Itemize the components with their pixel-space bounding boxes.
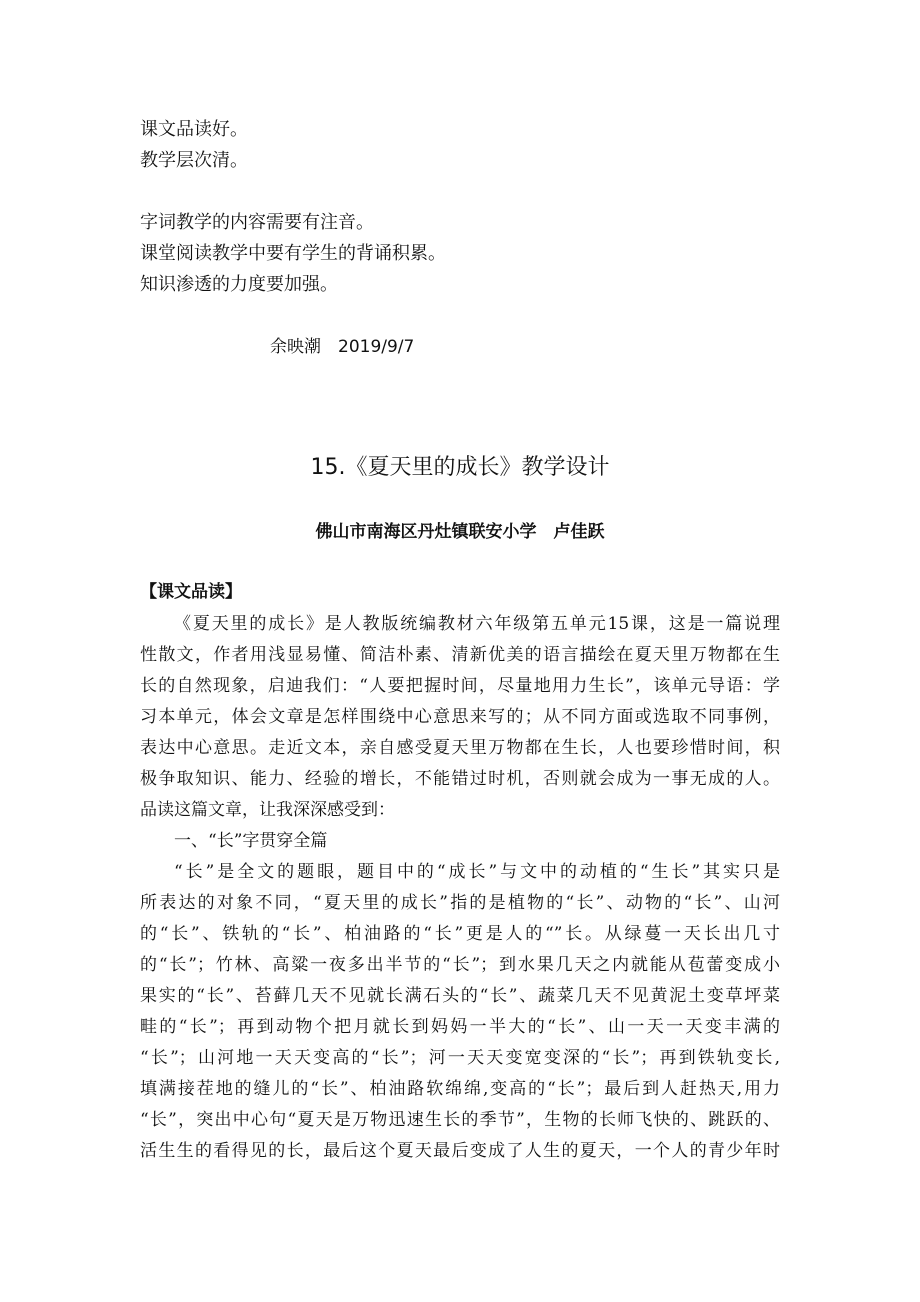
paragraph-line: 畦的“长”；再到动物个把月就长到妈妈一半大的“长”、山一天一天变丰满的 — [140, 1017, 780, 1037]
paragraph-line: 的“长”；竹林、高粱一夜多出半节的“长”；到水果几天之内就能从苞蕾变成小 — [140, 955, 780, 975]
review-note-4: 课堂阅读教学中要有学生的背诵积累。 — [140, 243, 446, 264]
paragraph-line: “长”是全文的题眼，题目中的“成长”与文中的动植的“生长”其实只是 — [174, 862, 780, 882]
review-note-3: 字词教学的内容需要有注音。 — [140, 212, 374, 233]
paragraph-line: 的“长”、铁轨的“长”、柏油路的“长”更是人的“”长。从绿蔓一天长出几寸 — [140, 924, 780, 944]
paragraph-line: “长”；山河地一天天变高的“长”；河一天天变宽变深的“长”；再到铁轨变长, — [140, 1048, 780, 1068]
review-note-2: 教学层次清。 — [140, 150, 248, 171]
section-heading: 【课文品读】 — [140, 582, 242, 602]
paragraph-line: 果实的“长”、苔藓几天不见就长满石头的“长”、蔬菜几天不见黄泥土变草坪菜 — [140, 986, 780, 1006]
paragraph-line: 长的自然现象，启迪我们：“人要把握时间，尽量地用力生长”，该单元导语：学 — [140, 676, 780, 696]
paragraph-line: 填满接茬地的缝儿的“长”、柏油路软绵绵,变高的“长”；最后到人赶热天,用力 — [140, 1079, 780, 1099]
paragraph-line: 性散文，作者用浅显易懂、简洁朴素、清新优美的语言描绘在夏天里万物都在生 — [140, 645, 780, 665]
review-note-1: 课文品读好。 — [140, 119, 248, 140]
subheading: 一、“长”字贯穿全篇 — [174, 831, 328, 851]
paragraph-line: 品读这篇文章，让我深深感受到： — [140, 800, 395, 820]
paragraph-line: 《夏天里的成长》是人教版统编教材六年级第五单元15课，这是一篇说理 — [174, 614, 780, 634]
review-note-5: 知识渗透的力度要加强。 — [140, 274, 338, 295]
document-title: 15.《夏天里的成长》教学设计 — [310, 455, 610, 480]
reviewer-signature: 余映潮 2019/9/7 — [270, 337, 415, 357]
paragraph-line: 表达中心意思。走近文本，亲自感受夏天里万物都在生长，人也要珍惜时间，积 — [140, 738, 780, 758]
paragraph-line: 所表达的对象不同，“夏天里的成长”指的是植物的“长”、动物的“长”、山河 — [140, 893, 780, 913]
paragraph-line: 活生生的看得见的长，最后这个夏天最后变成了人生的夏天，一个人的青少年时 — [140, 1141, 780, 1161]
paragraph-line: 极争取知识、能力、经验的增长，不能错过时机，否则就会成为一事无成的人。 — [140, 769, 780, 789]
paragraph-line: 习本单元，体会文章是怎样围绕中心意思来写的；从不同方面或选取不同事例， — [140, 707, 780, 727]
author-line: 佛山市南海区丹灶镇联安小学 卢佳跃 — [315, 522, 605, 542]
paragraph-line: “长”，突出中心句“夏天是万物迅速生长的季节”，生物的长师飞快的、跳跃的、 — [140, 1110, 780, 1130]
